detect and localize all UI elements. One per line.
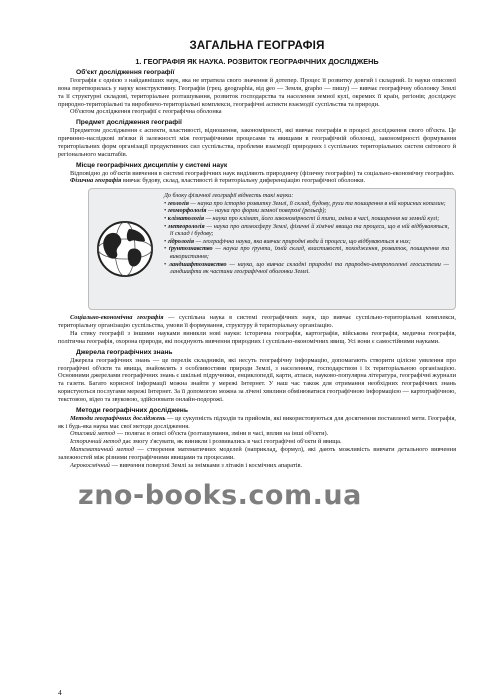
box-intro: До блоку фізичної географії віднесть такі науки: [164, 193, 294, 200]
term-aerospace-method: Аерокосмічний [70, 461, 110, 469]
box-text [164, 193, 449, 277]
science-term: геологія [167, 200, 189, 207]
paragraph-methods-2 [58, 430, 456, 438]
paragraph-methods-3 [58, 438, 456, 446]
science-term: ґрунтознавство [168, 246, 213, 253]
term-methods: Методи географічних досліджень [70, 414, 166, 422]
list-item: • метеорологія — наука про атмосферу Землі, фізичні й хімічні явища та процеси, що в ній відбуваються, її склад і будову; [164, 223, 450, 238]
page-content [58, 40, 456, 470]
paragraph-socio-economic [58, 314, 456, 330]
paragraph-object-1: Географія є однією з найдавніших наук, яка не втратила свого значення й дотепер. Процес її розвитку довгий і складний. Із науки описової вона перетворилась у науку конструктивну. Географія (грец. geographia, від geo — Земля, grapho — пишу) — вивчає географічну оболонку Землі та її структурні складові, територіальне розташування, розвиток господарства та населення земної кулі, окремих її країн, регіонів; досліджує природно-територіальні та виробничо-територіальні комплекси, географічні аспекти взаємодії суспільства та природи. [58, 77, 456, 108]
page-number: 4 [58, 688, 62, 697]
chapter-subtitle: 1. ГЕОГРАФІЯ ЯК НАУКА. РОЗВИТОК ГЕОГРАФІЧНИХ ДОСЛІДЖЕНЬ [135, 57, 379, 66]
science-term: гідрологія [167, 238, 195, 245]
paragraph-subject-1: Предметом дослідження є аспекти, властивості, відношення, закономірності, які вивчає географія в процесі дослідження свого об'єкта. Це причинно-наслідкові зв'язки й залежності між географічними процесами та явищами в географічній оболонці, закономірності формування територіальних форм організації продуктивних сил суспільства, проблеми взаємодії природних і суспільних територіальних систем світового й регіонального масштабів. [58, 127, 456, 158]
list-item: • ландшафтознавство — наука, що вивчає складні природні та природно-антропогенні геосистеми — ландшафти як частини географічної оболонки Землі. [164, 261, 450, 276]
paragraph-object-2: Об'єктом дослідження географії є географічна оболонка [70, 108, 222, 116]
section-heading-subject: Предмет дослідження географії [76, 119, 182, 127]
science-definition: — географічна наука, яка вивчає природні води й процеси, що відбуваються в них; [194, 238, 411, 245]
science-definition: — наука про форми земної поверхні (рельєф); [206, 208, 327, 215]
term-descriptive-method: Описовий метод [70, 430, 116, 438]
descriptive-method-definition: — полягає в описі об'єкта (розташування, зміни в часі, вплив на інші об'єкти). [115, 430, 329, 438]
socio-economic-definition: — суспільна наука в системі географічних наук, що вивчає суспільно-територіальні комплекси, територіальну організацію суспільства, умови її формування, структуру й територіальну організацію. [58, 314, 456, 330]
aerospace-method-definition: — вивчення поверхні Землі за знімками з літаків і космічних апаратів. [109, 461, 303, 469]
mathematical-method-definition: — створення математичних моделей (наприклад, формул), які дають можливість вивчати детального вивчення залежностей між різними географічними явищами та процесами. [58, 446, 456, 461]
page-title: ЗАГАЛЬНА ГЕОГРАФІЯ [189, 40, 325, 52]
section-heading-sources: Джерела географічних знань [76, 348, 173, 356]
term-physical-geography: Фізична географія [70, 177, 122, 185]
term-socio-economic-geography: Соціально-економічна географія [70, 314, 164, 322]
physical-geography-definition: вивчає будову, склад, властивості й територіальну диференціацію географічної оболонки. [121, 177, 366, 185]
term-mathematical-method: Математичний метод [70, 446, 135, 454]
science-definition: — наука, що вивчає складні природні та природно-антропогенні геосистеми — ландшафти як частини географічної оболонки Землі. [170, 261, 450, 276]
science-term: геоморфологія [167, 208, 207, 215]
paragraph-sources: Джерела географічних знань — це перелік складників, які несуть географічну інформацію, допомагають створити цілісне уявлення про географічні об'єкти та явища, знайомлять з особливостями природи Землі, з населенням, господарством і їх територіальною організацією. Основними джерелами географічних знань є шкільні підручники, енциклопедії, карти, атласи, науково-популярна література, географічні журнали та газети. Багато корисної інформації можна знайти у мережі Інтернет. У наш час також для отримання необхідних географічних знань користуються послугами мережі Інтернет. За її допомогою можна за лічені хвилини обмінюватися географічною інформацією — картографічною, текстовою, відео та звуковою, здійснювати онлайн-подорожі. [58, 356, 456, 403]
list-item: • геологія — наука про історію розвитку Землі, її склад, будову, рухи та поширення в ній корисних копалин; [164, 200, 446, 207]
paragraph-methods-5 [58, 462, 456, 470]
methods-definition: — це сукупність підходів та прийомів, які використовуються для досягнення поставленої мети. Географія, як і будь-яка наука має свої методи дослідження. [58, 414, 456, 430]
science-term: ландшафтознавство [168, 261, 227, 268]
sciences-list [164, 201, 449, 277]
paragraph-methods-4 [58, 446, 456, 462]
list-item: • геоморфологія — наука про форми земної поверхні (рельєф); [164, 208, 327, 215]
globe-icon [95, 219, 155, 279]
term-historical-method: Історичний метод [70, 438, 121, 446]
physical-geography-sciences-box [88, 188, 456, 310]
historical-method-definition: дає змогу з'ясувати, як виникли і розвивались в часі географічні об'єкти й явища. [120, 438, 342, 446]
science-term: кліматологія [167, 216, 205, 223]
watermark: zno-books.com.ua [78, 480, 362, 511]
science-definition: — наука про історію розвитку Землі, її склад, будову, рухи та поширення в ній корисних копалин; [188, 200, 446, 207]
section-heading-object: Об'єкт дослідження географії [76, 69, 175, 76]
list-item: • гідрологія — географічна наука, яка вивчає природні води й процеси, що відбуваються в них; [164, 238, 411, 245]
paragraph-place-1: Відповідно до об'єктів вивчення в системі географічних наук виділяють природничу (фізичну географію) та соціально-економічну географію. [70, 169, 455, 177]
paragraph-methods-1 [58, 415, 456, 431]
science-term: метеорологія [168, 223, 205, 230]
paragraph-new-sciences: На стику географії з іншими науками виникли нові науки: історична географія, картографія, військова географія, медична географія, політична географія, охорона природи, які поєднують вивчення природних і суспільно-економічних явищ. Усі вони є самостійними науками. [58, 329, 456, 345]
list-item: • ґрунтознавство — наука про ґрунти, їхній склад, властивості, походження, розвиток, поширення та використання; [164, 246, 450, 261]
list-item: • кліматологія — наука про клімат, його закономірності й типи, зміни в часі, поширення на земній кулі; [164, 216, 440, 223]
science-definition: — наука про атмосферу Землі, фізичні й хімічні явища та процеси, що в ній відбуваються, її склад і будову; [170, 223, 450, 238]
science-definition: — наука про клімат, його закономірності й типи, зміни в часі, поширення на земній кулі; [204, 216, 440, 223]
paragraph-place-2 [58, 177, 456, 185]
section-heading-place: Місце географічних дисциплін у системі наук [76, 161, 228, 169]
science-definition: — наука про ґрунти, їхній склад, властивості, походження, розвиток, поширення та використання; [170, 246, 450, 261]
section-heading-methods: Методи географічних досліджень [76, 406, 188, 414]
